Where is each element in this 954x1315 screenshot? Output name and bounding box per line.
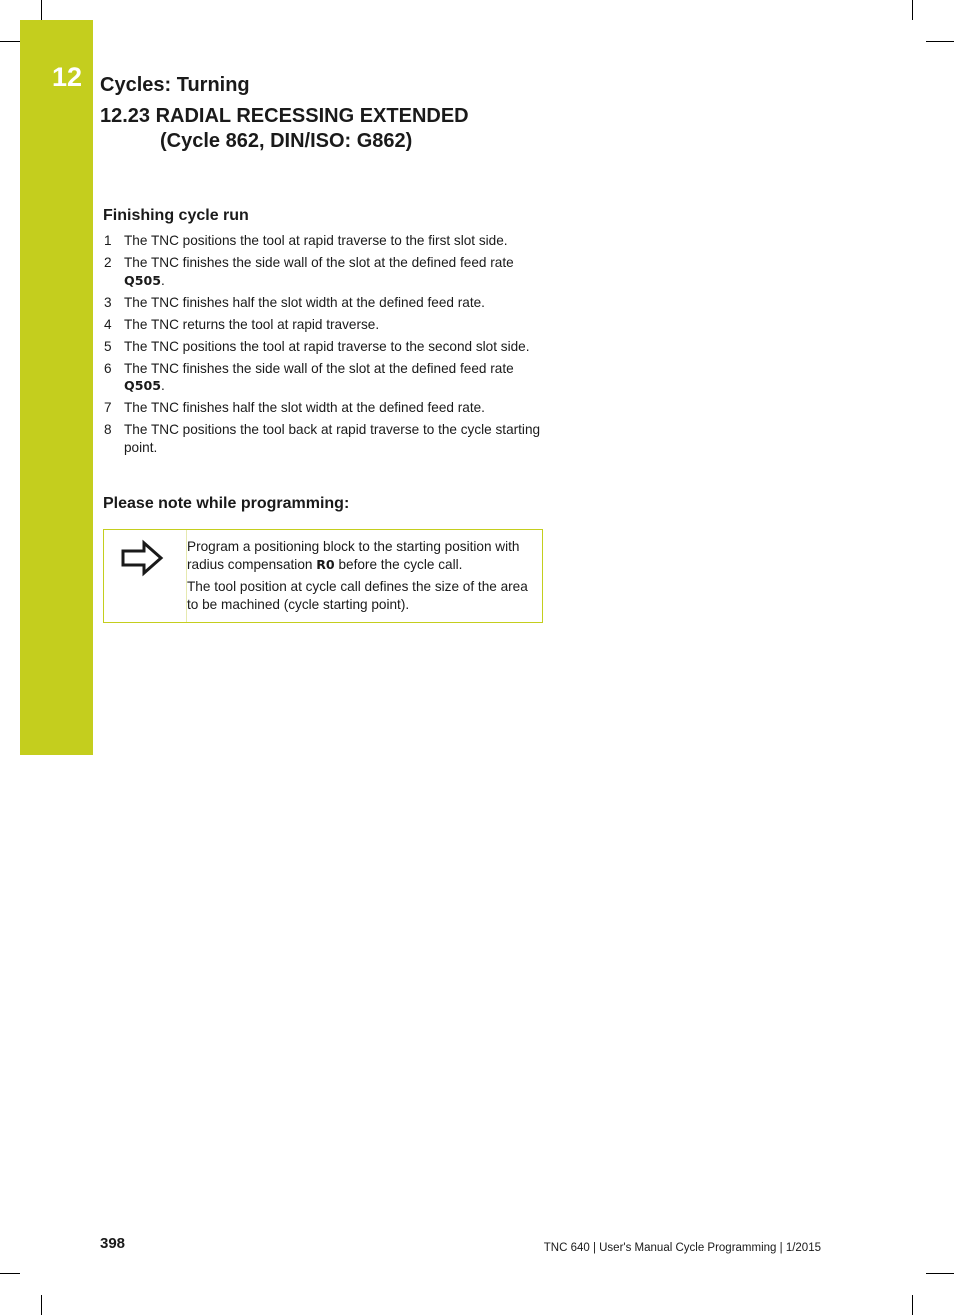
step-number: 4 <box>104 316 112 332</box>
section-title-line2: (Cycle 862, DIN/ISO: G862) <box>160 130 413 152</box>
step-number: 3 <box>104 294 112 310</box>
note-paragraph: The tool position at cycle call defines the size of the area to be machined (cycle starting point). <box>187 579 528 612</box>
list-item <box>103 254 543 289</box>
list-item <box>103 399 543 417</box>
note-paragraph <box>187 538 532 573</box>
step-text: The TNC finishes half the slot width at the defined feed rate. <box>124 294 485 310</box>
note-heading: Please note while programming: <box>103 495 350 512</box>
chapter-tab <box>20 20 93 755</box>
step-text-after: . <box>161 378 165 393</box>
finishing-steps-list <box>103 232 543 461</box>
list-item <box>103 294 543 312</box>
step-text: The TNC finishes the side wall of the slot at the defined feed rate <box>124 255 514 270</box>
step-number: 2 <box>104 255 112 270</box>
step-number: 1 <box>104 233 112 248</box>
crop-mark <box>912 1295 913 1315</box>
note-text-span: before the cycle call. <box>334 556 463 572</box>
note-box <box>103 529 543 623</box>
step-text: The TNC positions the tool back at rapid traverse to the cycle starting point. <box>124 422 541 455</box>
crop-mark <box>912 0 913 20</box>
section-title-line1: 12.23 RADIAL RECESSING EXTENDED <box>100 105 469 127</box>
arrow-right-icon <box>120 538 166 578</box>
list-item <box>103 338 543 356</box>
code-r0: R0 <box>316 556 335 572</box>
crop-mark <box>0 41 20 42</box>
step-text: The TNC returns the tool at rapid traverse. <box>124 316 380 332</box>
chapter-title: Cycles: Turning <box>100 74 250 96</box>
step-text: The TNC positions the tool at rapid traverse to the first slot side. <box>124 233 508 248</box>
crop-mark <box>0 1273 20 1274</box>
list-item <box>103 421 543 456</box>
step-text: The TNC finishes half the slot width at the defined feed rate. <box>124 400 485 415</box>
page-number: 398 <box>100 1235 126 1252</box>
note-text-span: Program a positioning block to the starting position with radius compensation <box>187 539 520 572</box>
step-number: 5 <box>104 338 112 354</box>
step-text: The TNC finishes the side wall of the slot at the defined feed rate <box>124 360 514 376</box>
note-text <box>187 538 532 618</box>
list-item <box>103 232 543 250</box>
crop-mark <box>41 0 42 20</box>
list-item <box>103 360 543 395</box>
footer-doc-info: TNC 640 | User's Manual Cycle Programming | 1/2015 <box>543 1242 821 1254</box>
chapter-number: 12 <box>52 62 83 92</box>
note-icon-cell <box>104 530 187 622</box>
list-item <box>103 316 543 334</box>
step-text: The TNC positions the tool at rapid traverse to the second slot side. <box>124 338 530 354</box>
step-number: 6 <box>104 360 112 376</box>
step-number: 7 <box>104 400 112 415</box>
crop-mark <box>926 41 954 42</box>
step-text-after: . <box>161 272 165 288</box>
finishing-heading: Finishing cycle run <box>103 207 249 224</box>
crop-mark <box>926 1273 954 1274</box>
code-q505: Q505 <box>124 378 161 393</box>
crop-mark <box>41 1295 42 1315</box>
section-title <box>100 104 469 154</box>
step-number: 8 <box>104 422 112 437</box>
code-q505: Q505 <box>124 272 161 288</box>
